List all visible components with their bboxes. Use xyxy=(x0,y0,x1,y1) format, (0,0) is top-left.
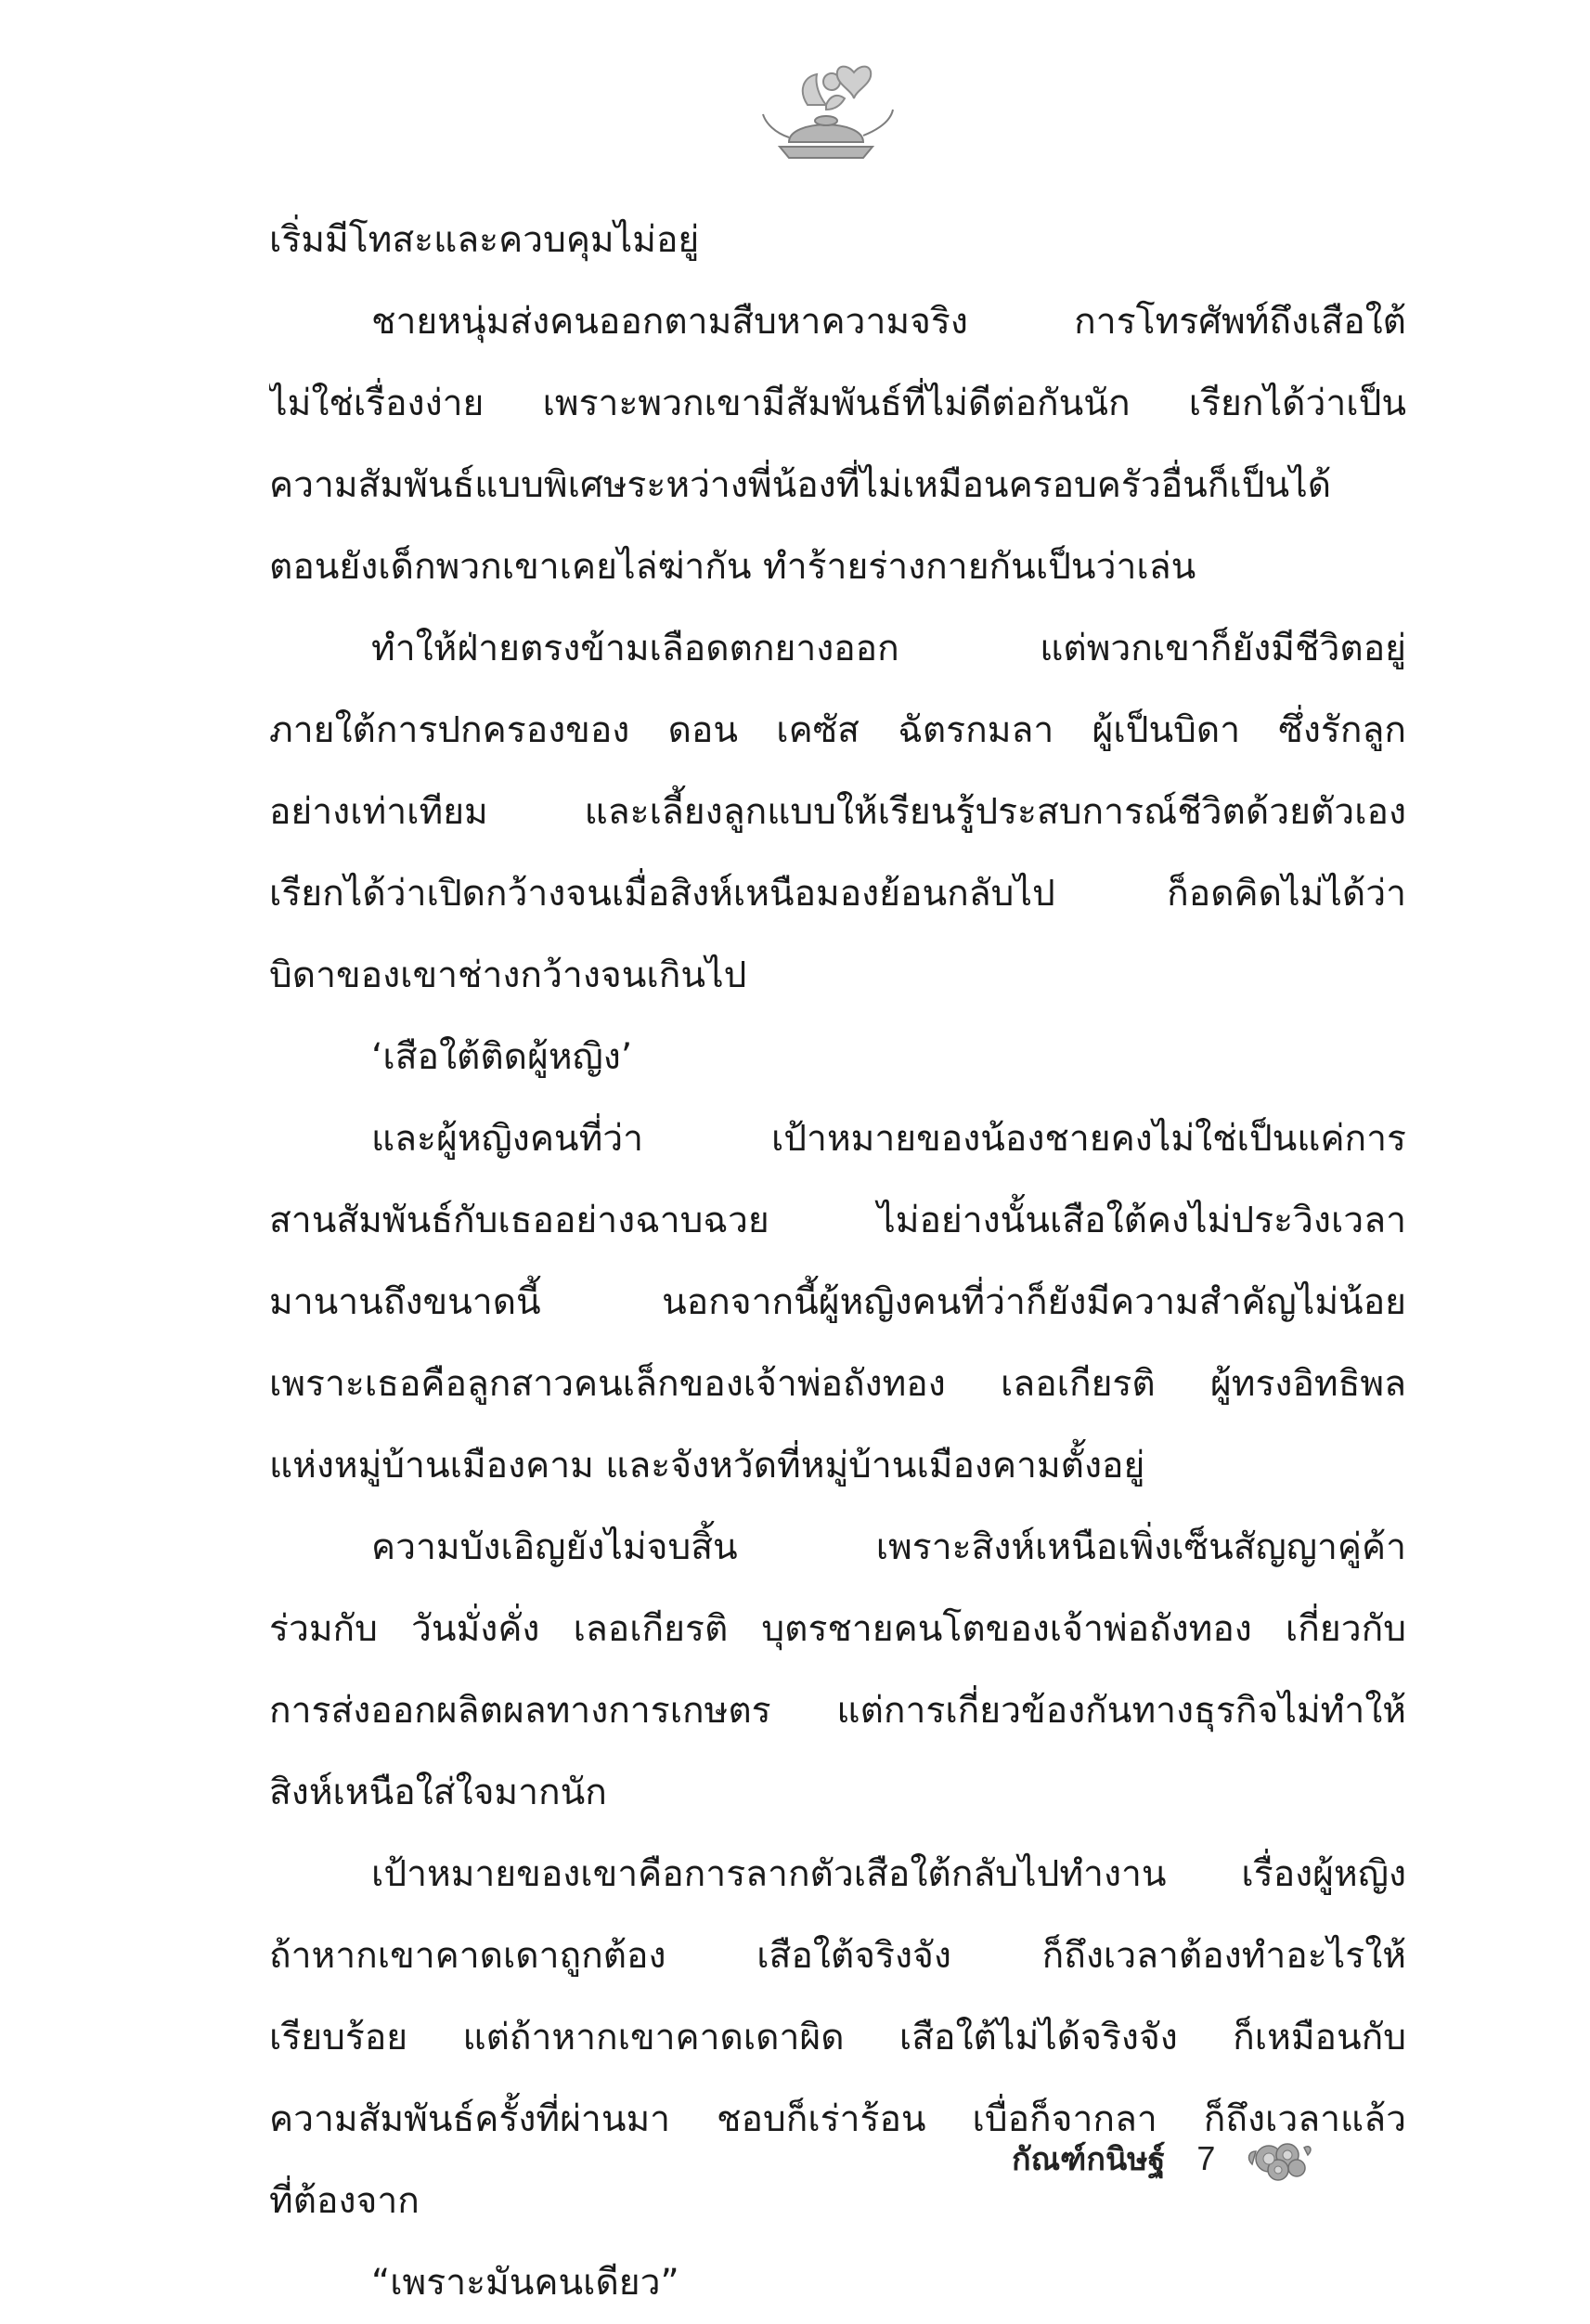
text-line: แห่งหมู่บ้านเมืองคาม และจังหวัดที่หมู่บ้านเมืองคามตั้งอยู่ xyxy=(269,1445,1145,1487)
book-title: กัณฑ์กนิษฐ์ xyxy=(1012,2141,1166,2178)
teapot-cupid-ornament-icon xyxy=(752,54,900,175)
text-line: ตอนยังเด็กพวกเขาเคยไล่ฆ่ากัน ทำร้ายร่างกายกันเป็นว่าเล่น xyxy=(269,546,1196,588)
flower-ornament-icon xyxy=(1241,2131,1315,2187)
text-line: เป้าหมายของเขาคือการลากตัวเสือใต้กลับไปทำงาน เรื่องผู้หญิง xyxy=(371,1853,1406,1895)
text-line: เรียกได้ว่าเปิดกว้างจนเมื่อสิงห์เหนือมองย้อนกลับไป ก็อดคิดไม่ได้ว่า xyxy=(269,873,1406,915)
paragraph xyxy=(269,1507,1406,1834)
paragraph xyxy=(269,608,1406,1017)
text-line: มานานถึงขนาดนี้ นอกจากนี้ผู้หญิงคนที่ว่าก็ยังมีความสำคัญไม่น้อย xyxy=(269,1281,1406,1323)
text-line: ที่ต้องจาก xyxy=(269,2180,420,2222)
page-footer xyxy=(1012,2131,1315,2187)
text-line: เรียบร้อย แต่ถ้าหากเขาคาดเดาผิด เสือใต้ไม่ได้จริงจัง ก็เหมือนกับ xyxy=(269,2017,1406,2058)
text-line: ความสัมพันธ์แบบพิเศษระหว่างพี่น้องที่ไม่เหมือนครอบครัวอื่นก็เป็นได้ xyxy=(269,464,1332,506)
body-text xyxy=(269,200,1406,2324)
paragraph xyxy=(269,1017,1406,1098)
text-line: ร่วมกับ วันมั่งคั่ง เลอเกียรติ บุตรชายคนโตของเจ้าพ่อถังทอง เกี่ยวกับ xyxy=(269,1608,1406,1650)
text-line: อย่างเท่าเทียม และเลี้ยงลูกแบบให้เรียนรู้ประสบการณ์ชีวิตด้วยตัวเอง xyxy=(269,791,1406,833)
text-line: ความบังเอิญยังไม่จบสิ้น เพราะสิงห์เหนือเพิ่งเซ็นสัญญาคู่ค้า xyxy=(371,1526,1406,1568)
paragraph xyxy=(269,1098,1406,1507)
text-line: บิดาของเขาช่างกว้างจนเกินไป xyxy=(269,954,747,996)
text-line: ความสัมพันธ์ครั้งที่ผ่านมา ชอบก็เร่าร้อน เบื่อก็จากลา ก็ถึงเวลาแล้ว xyxy=(269,2098,1406,2140)
page-number: 7 xyxy=(1196,2139,1216,2177)
paragraph xyxy=(269,2242,1406,2324)
paragraph xyxy=(269,200,1406,281)
text-line: ‘เสือใต้ติดผู้หญิง’ xyxy=(371,1036,633,1078)
paragraph xyxy=(269,281,1406,608)
text-line: ชายหนุ่มส่งคนออกตามสืบหาความจริง การโทรศัพท์ถึงเสือใต้ xyxy=(371,301,1406,343)
text-line: สิงห์เหนือใส่ใจมากนัก xyxy=(269,1772,607,1813)
text-line: ไม่ใช่เรื่องง่าย เพราะพวกเขามีสัมพันธ์ที่ไม่ดีต่อกันนัก เรียกได้ว่าเป็น xyxy=(269,383,1406,424)
text-line: การส่งออกผลิตผลทางการเกษตร แต่การเกี่ยวข้องกันทางธุรกิจไม่ทำให้ xyxy=(269,1690,1406,1732)
text-line: ถ้าหากเขาคาดเดาถูกต้อง เสือใต้จริงจัง ก็ถึงเวลาต้องทำอะไรให้ xyxy=(269,1935,1406,1977)
text-line: “เพราะมันคนเดียว” xyxy=(371,2262,679,2304)
text-line: ภายใต้การปกครองของ ดอน เคซัส ฉัตรกมลา ผู้เป็นบิดา ซึ่งรักลูก xyxy=(269,709,1406,751)
text-line: และผู้หญิงคนที่ว่า เป้าหมายของน้องชายคงไม่ใช่เป็นแค่การ xyxy=(371,1118,1406,1160)
text-line: เพราะเธอคือลูกสาวคนเล็กของเจ้าพ่อถังทอง เลอเกียรติ ผู้ทรงอิทธิพล xyxy=(269,1363,1406,1405)
text-line: เริ่มมีโทสะและควบคุมไม่อยู่ xyxy=(269,219,700,261)
text-line: ทำให้ฝ่ายตรงข้ามเลือดตกยางออก แต่พวกเขาก็ยังมีชีวิตอยู่ xyxy=(371,628,1406,669)
text-line: สานสัมพันธ์กับเธออย่างฉาบฉวย ไม่อย่างนั้นเสือใต้คงไม่ประวิงเวลา xyxy=(269,1200,1406,1241)
